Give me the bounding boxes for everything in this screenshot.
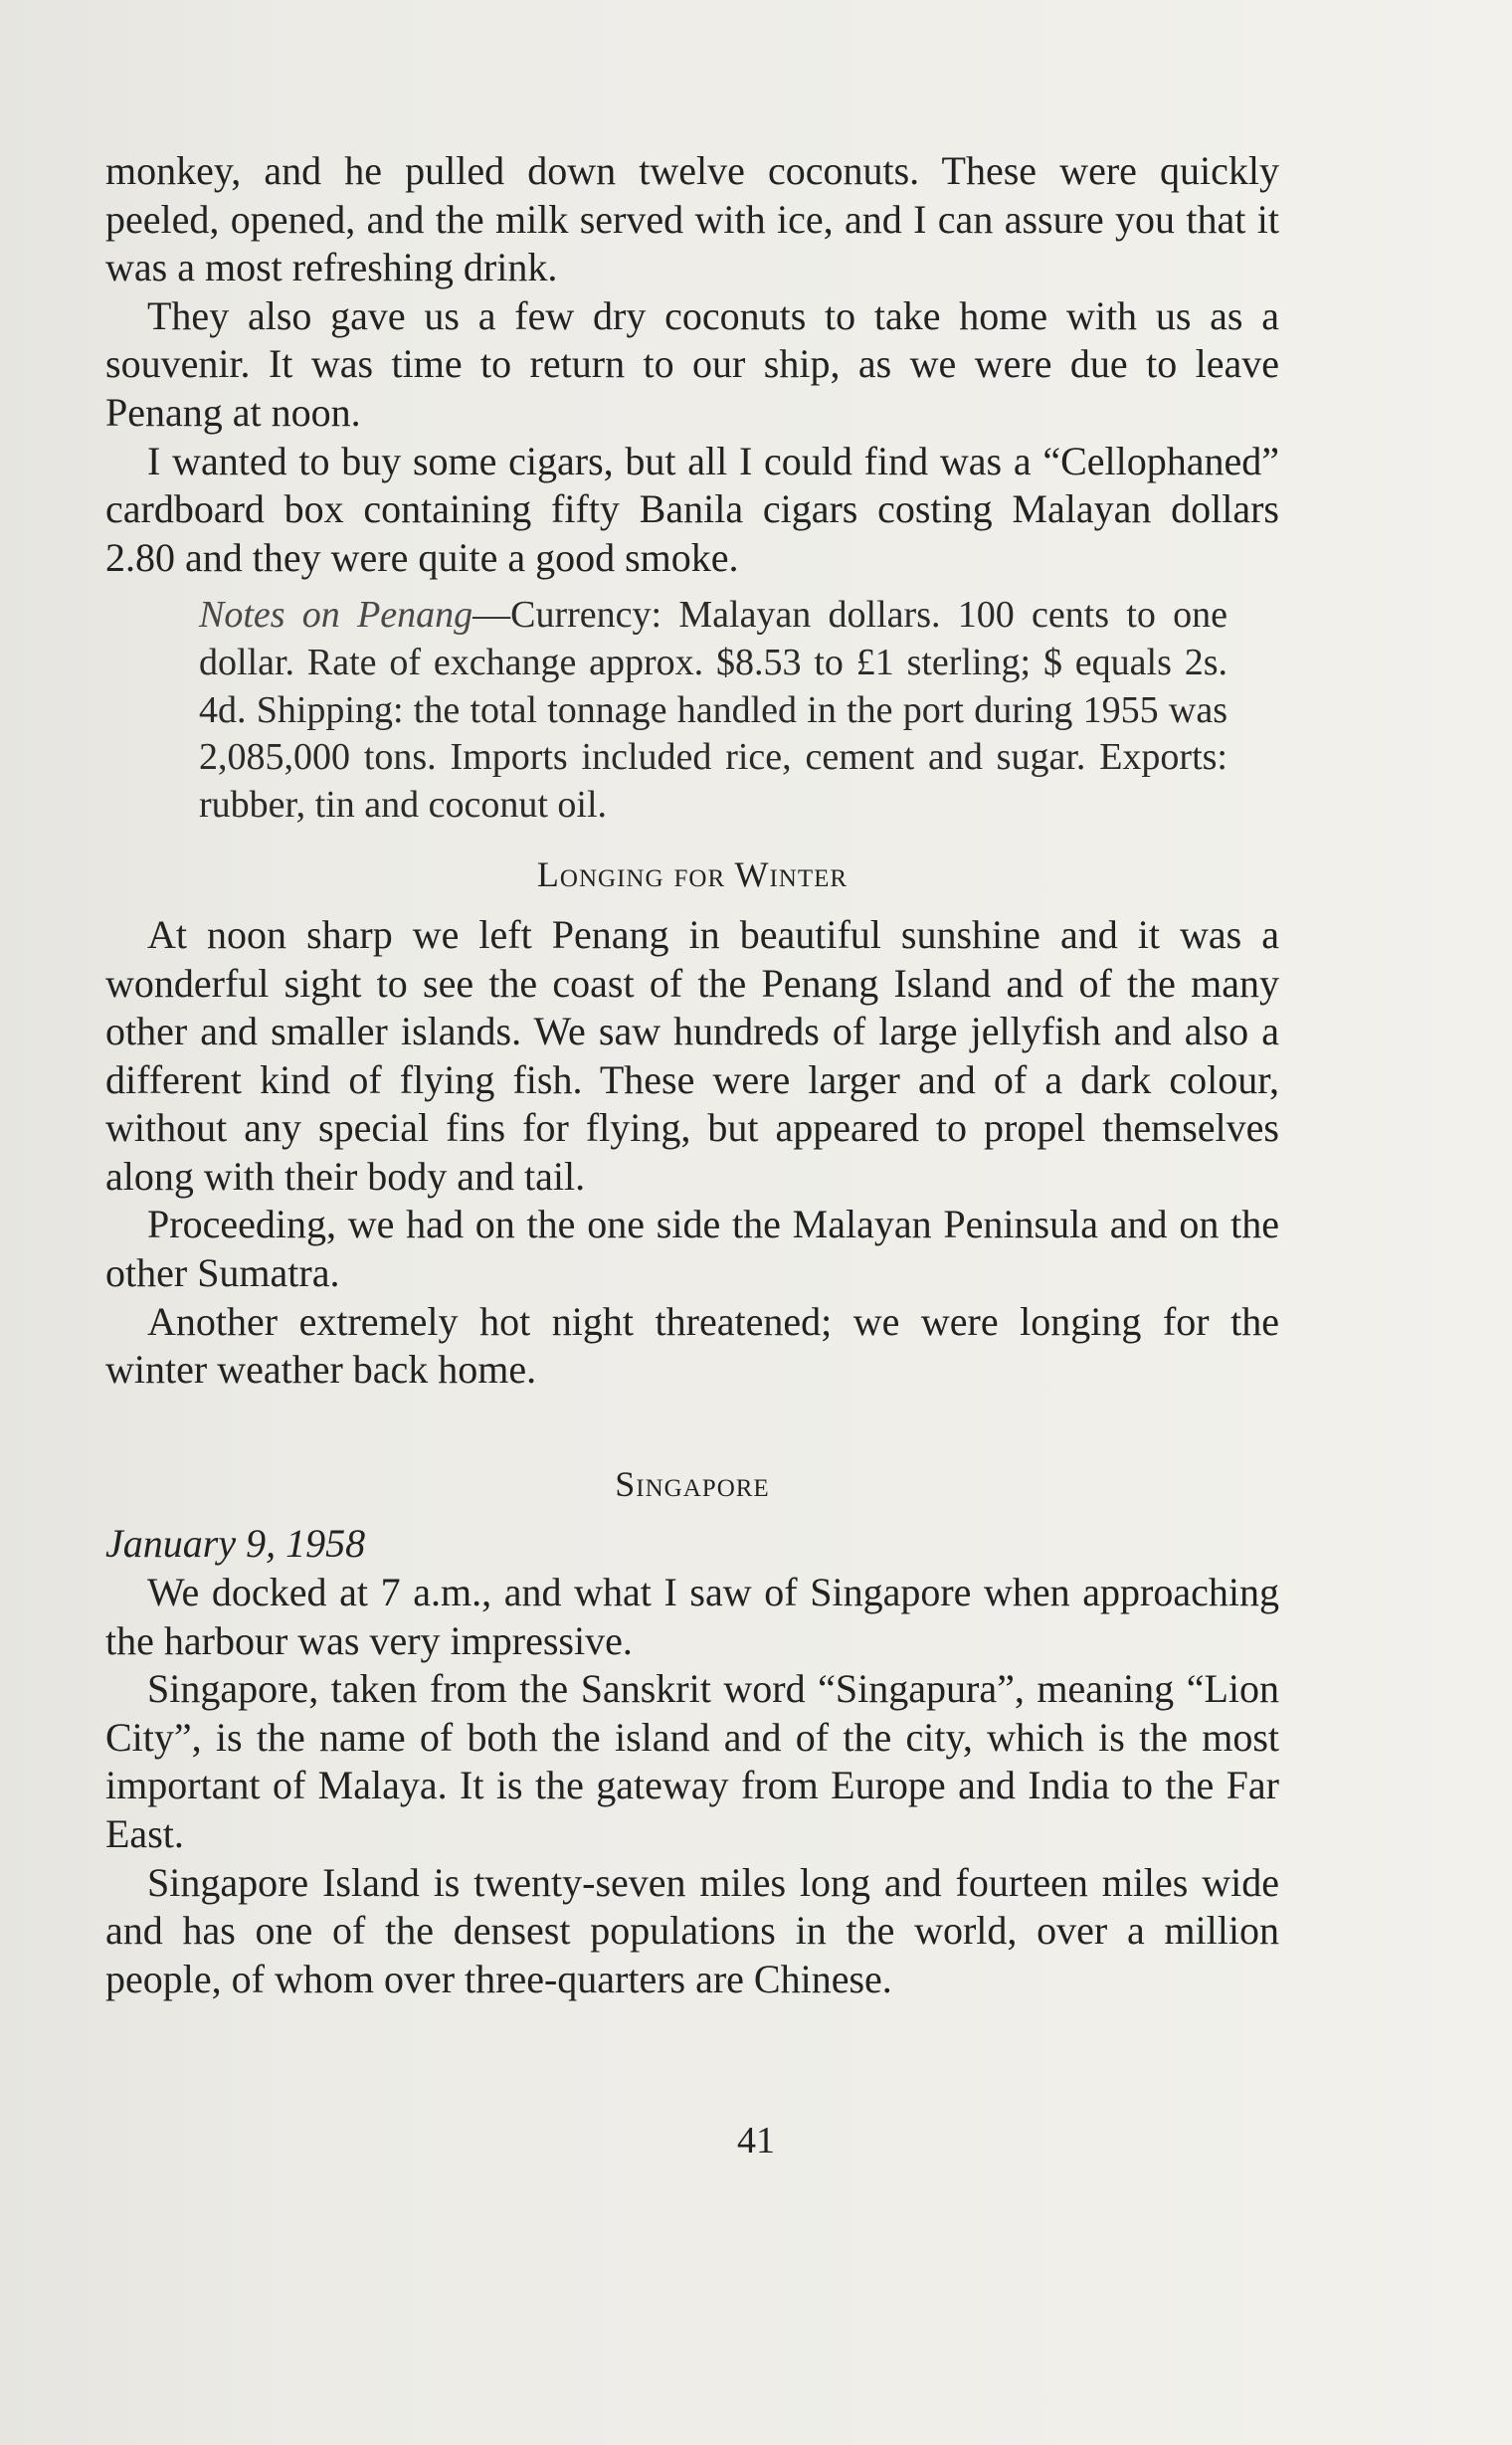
text-block bbox=[105, 147, 1279, 2003]
paragraph-cigars: I wanted to buy some cigars, but all I could find was a “Cellophaned” cardboard box containing fifty Banila cigars costing Malayan dollars 2.80 and they were quite a good smoke. bbox=[105, 438, 1279, 580]
notes-on-penang bbox=[199, 592, 1228, 829]
notes-text: —Currency: Malayan dollars. 100 cents to one dollar. Rate of exchange approx. $8.53 to £1 sterling; $ equals 2s. 4d. Shipping: the total tonnage handled in the port during 1955 was 2,085,000 tons. Imports included rice, cement and sugar. Exports: rubber, tin and coconut oil. bbox=[199, 594, 1228, 826]
paragraph-left-penang: At noon sharp we left Penang in beautiful sunshine and it was a wonderful sight to see the coast of the Penang Island and of the many other and smaller islands. We saw hundreds of large jellyfish and also a different kind of flying fish. These were larger and of a dark colour, without any special fins for flying, but appeared to propel themselves along with their body and tail. bbox=[105, 911, 1279, 1199]
paragraph-docked: We docked at 7 a.m., and what I saw of Singapore when approaching the harbour was very impressive. bbox=[105, 1570, 1279, 1663]
paragraph-singapura: Singapore, taken from the Sanskrit word “Singapura”, meaning “Lion City”, is the name of both the island and of the city, which is the most important of Malaya. It is the gateway from Europe and India to the Far East. bbox=[105, 1666, 1279, 1856]
section-heading-singapore: Singapore bbox=[615, 1463, 770, 1504]
paragraph-proceeding: Proceeding, we had on the one side the Malayan Peninsula and on the other Sumatra. bbox=[105, 1202, 1279, 1296]
page-number: 41 bbox=[737, 2120, 775, 2162]
paragraph-coconuts: monkey, and he pulled down twelve coconuts. These were quickly peeled, opened, and the milk served with ice, and I can assure you that it was a most refreshing drink. bbox=[105, 148, 1279, 290]
paragraph-hot-night: Another extremely hot night threatened; we were longing for the winter weather back home. bbox=[105, 1298, 1279, 1393]
entry-date: January 9, 1958 bbox=[105, 1521, 366, 1567]
paragraph-souvenir: They also gave us a few dry coconuts to take home with us as a souvenir. It was time to return to our ship, as we were due to leave Penang at noon. bbox=[105, 292, 1279, 435]
paragraph-island-size: Singapore Island is twenty-seven miles long and fourteen miles wide and has one of the densest populations in the world, over a million people, of whom over three-quarters are Chinese. bbox=[105, 1859, 1279, 2001]
section-heading-longing-for-winter: Longing for Winter bbox=[536, 854, 849, 895]
notes-lead: Notes on Penang bbox=[199, 594, 473, 637]
